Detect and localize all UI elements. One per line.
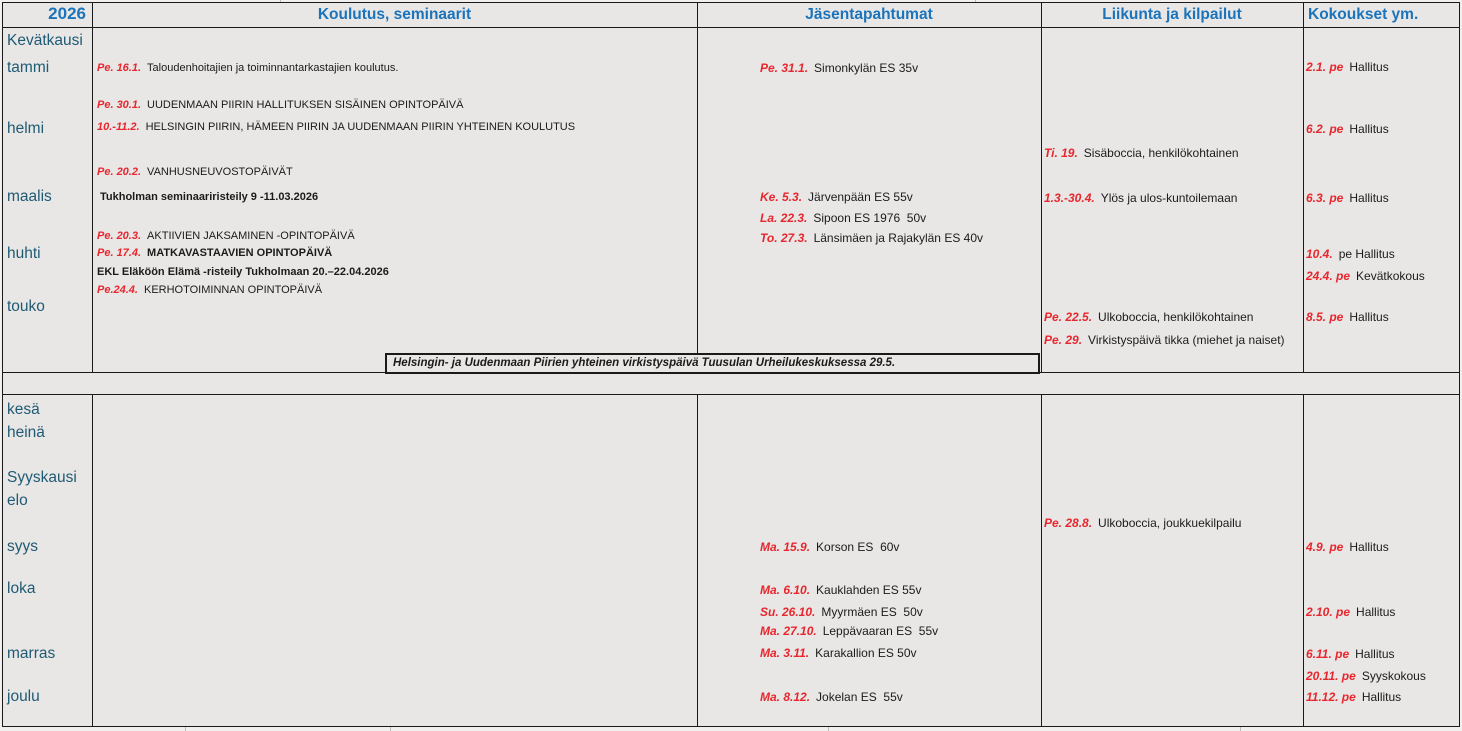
event-date: 11.12. pe	[1306, 690, 1356, 704]
col-divider-koulutus	[697, 2, 698, 372]
meeting-event	[1306, 60, 1389, 75]
event-date: Pe. 29.	[1044, 333, 1083, 347]
event-date: 6.2. pe	[1306, 122, 1344, 136]
meeting-event	[1306, 540, 1389, 555]
month-label-huhti: huhti	[7, 245, 41, 262]
table-right-border	[1459, 2, 1460, 727]
col-header-liikunta: Liikunta ja kilpailut	[1102, 6, 1242, 23]
event-date: Ti. 19.	[1044, 146, 1078, 160]
col-header-jasentapahtumat: Jäsentapahtumat	[805, 6, 933, 23]
event-text: Jokelan ES 55v	[816, 690, 903, 704]
event-date: Pe.24.4.	[97, 284, 138, 296]
sports-event	[1044, 333, 1285, 348]
event-text: Sipoon ES 1976 50v	[813, 211, 927, 225]
col-divider-months	[92, 2, 93, 372]
event-text: MATKAVASTAAVIEN OPINTOPÄIVÄ	[147, 247, 333, 259]
sports-event	[1044, 191, 1237, 206]
meeting-event	[1306, 690, 1401, 705]
col-header-kokoukset: Kokoukset ym.	[1308, 6, 1419, 23]
event-date: Pe. 20.3.	[97, 230, 142, 242]
month-label-tammi: tammi	[7, 59, 50, 76]
meeting-event	[1306, 247, 1395, 262]
event-text: Hallitus	[1349, 60, 1389, 74]
gridline-tick	[828, 727, 829, 731]
member-event	[760, 624, 938, 639]
event-date: Pe. 20.2.	[97, 166, 142, 178]
member-event	[760, 190, 913, 205]
koulutus-event	[100, 190, 318, 205]
event-date: Ma. 8.12.	[760, 690, 811, 704]
koulutus-event	[97, 265, 389, 280]
event-date: 8.5. pe	[1306, 310, 1344, 324]
event-text: Karakallion ES 50v	[815, 646, 917, 660]
event-date: 10.-11.2.	[97, 121, 140, 133]
member-event	[760, 605, 923, 620]
event-date: 20.11. pe	[1306, 669, 1356, 683]
event-text: Sisäboccia, henkilökohtainen	[1083, 146, 1239, 160]
event-text: Myyrmäen ES 50v	[821, 605, 923, 619]
member-event	[760, 540, 899, 555]
month-label-joulu: joulu	[7, 688, 40, 705]
member-event	[760, 583, 921, 598]
event-date: 2.1. pe	[1306, 60, 1344, 74]
member-event	[760, 61, 918, 76]
event-text: Kauklahden ES 55v	[816, 583, 922, 597]
col-divider-koulutus	[697, 394, 698, 726]
month-label-heina: heinä	[7, 424, 45, 441]
event-text: Virkistyspäivä tikka (miehet ja naiset)	[1088, 333, 1285, 347]
gridline-tick	[390, 727, 391, 731]
meeting-event	[1306, 269, 1425, 284]
event-text: Korson ES 60v	[816, 540, 900, 554]
gridline-tick	[280, 0, 281, 2]
event-text: KERHOTOIMINNAN OPINTOPÄIVÄ	[143, 284, 323, 296]
event-date: Ma. 27.10.	[760, 624, 817, 638]
col-header-koulutus: Koulutus, seminaarit	[317, 6, 472, 23]
event-text: Simonkylän ES 35v	[814, 61, 919, 75]
koulutus-event	[97, 120, 575, 135]
event-text: EKL Eläköön Elämä -risteily Tukholmaan 20.–22.04.2026	[97, 266, 389, 278]
col-divider-jasentapahtumat	[1041, 2, 1042, 372]
meeting-event	[1306, 191, 1389, 206]
event-date: Pe. 31.1.	[760, 61, 809, 75]
fall-block-top-border	[2, 394, 1460, 395]
table-top-border	[2, 2, 1460, 3]
event-date: 6.3. pe	[1306, 191, 1344, 205]
month-label-syys: syys	[7, 538, 38, 555]
event-date: Pe. 30.1.	[97, 99, 142, 111]
table-bottom-border	[2, 726, 1460, 727]
meeting-event	[1306, 647, 1395, 662]
month-label-touko: touko	[7, 298, 45, 315]
koulutus-event	[97, 98, 463, 113]
event-text: Hallitus	[1361, 690, 1402, 704]
event-text: Tukholman seminaariristeily 9 -11.03.2026	[100, 191, 319, 203]
month-label-helmi: helmi	[7, 120, 45, 137]
event-date: 6.11. pe	[1306, 647, 1350, 661]
member-event	[760, 690, 903, 705]
event-text: Ulkoboccia, henkilökohtainen	[1098, 310, 1254, 324]
koulutus-event	[97, 283, 322, 298]
event-text: Taloudenhoitajien ja toiminnantarkastajien koulutus.	[147, 62, 399, 74]
member-event	[760, 211, 926, 226]
event-date: Pe. 28.8.	[1044, 516, 1093, 530]
month-label-kesa: kesä	[7, 401, 40, 418]
col-divider-liikunta	[1303, 2, 1304, 372]
event-text: VANHUSNEUVOSTOPÄIVÄT	[147, 166, 293, 178]
event-date: Ma. 3.11.	[760, 646, 810, 660]
meeting-event	[1306, 310, 1389, 325]
event-date: 2.10. pe	[1306, 605, 1351, 619]
gridline-tick	[975, 0, 976, 2]
event-text: Hallitus	[1356, 605, 1396, 619]
event-date: 1.3.-30.4.	[1044, 191, 1095, 205]
event-text: Hallitus	[1349, 540, 1389, 554]
event-text: Hallitus	[1349, 191, 1389, 205]
sports-event	[1044, 146, 1239, 161]
event-text: Hallitus	[1349, 122, 1389, 136]
banner-text: Helsingin- ja Uudenmaan Piirien yhteinen virkistyspäivä Tuusulan Urheilukeskuksessa 29.5.	[393, 357, 896, 369]
event-text: UUDENMAAN PIIRIN HALLITUKSEN SISÄINEN OPINTOPÄIVÄ	[147, 99, 464, 111]
koulutus-event	[97, 229, 355, 244]
event-date: Su. 26.10.	[760, 605, 816, 619]
season-label-spring: Kevätkausi	[7, 32, 83, 49]
event-date: Pe. 17.4.	[97, 247, 142, 259]
event-text: Hallitus	[1355, 647, 1395, 661]
event-date: Pe. 22.5.	[1044, 310, 1093, 324]
month-label-maalis: maalis	[7, 188, 52, 205]
event-text: AKTIIVIEN JAKSAMINEN -OPINTOPÄIVÄ	[147, 230, 355, 242]
season-label-fall: Syyskausi	[7, 469, 77, 486]
event-text: pe Hallitus	[1338, 247, 1395, 261]
member-event	[760, 646, 917, 661]
sports-event	[1044, 516, 1241, 531]
header-bottom-border	[2, 27, 1460, 28]
member-event	[760, 231, 983, 246]
koulutus-event	[97, 246, 332, 261]
event-date: 24.4. pe	[1306, 269, 1351, 283]
event-text: Järvenpään ES 55v	[808, 190, 913, 204]
event-date: To. 27.3.	[760, 231, 808, 245]
event-text: Hallitus	[1349, 310, 1389, 324]
meeting-event	[1306, 605, 1395, 620]
gridline-tick	[185, 727, 186, 731]
col-divider-jasentapahtumat	[1041, 394, 1042, 726]
koulutus-event	[97, 61, 398, 76]
event-date: Pe. 16.1.	[97, 62, 142, 74]
event-date: Ma. 6.10.	[760, 583, 811, 597]
event-text: Syyskokous	[1361, 669, 1426, 683]
event-date: 10.4.	[1306, 247, 1333, 261]
event-text: HELSINGIN PIIRIN, HÄMEEN PIIRIN JA UUDENMAAN PIIRIN YHTEINEN KOULUTUS	[145, 121, 576, 133]
event-text: Leppävaaran ES 55v	[822, 624, 939, 638]
table-left-border	[2, 2, 3, 727]
col-divider-liikunta	[1303, 394, 1304, 726]
event-text: Ylös ja ulos-kuntoilemaan	[1100, 191, 1238, 205]
event-date: Ke. 5.3.	[760, 190, 803, 204]
gridline-tick	[1240, 727, 1241, 731]
event-date: 4.9. pe	[1306, 540, 1344, 554]
month-label-marras: marras	[7, 645, 56, 662]
sports-event	[1044, 310, 1253, 325]
koulutus-event	[97, 165, 293, 180]
event-text: Ulkoboccia, joukkuekilpailu	[1098, 516, 1242, 530]
meeting-event	[1306, 669, 1426, 684]
event-text: Länsimäen ja Rajakylän ES 40v	[813, 231, 984, 245]
month-label-elo: elo	[7, 492, 28, 509]
meeting-event	[1306, 122, 1389, 137]
joint-recreation-day-banner	[385, 353, 1040, 374]
col-divider-months	[92, 394, 93, 726]
event-text: Kevätkokous	[1356, 269, 1425, 283]
year-label: 2026	[48, 4, 86, 23]
event-date: Ma. 15.9.	[760, 540, 811, 554]
event-date: La. 22.3.	[760, 211, 808, 225]
month-label-loka: loka	[7, 580, 36, 597]
